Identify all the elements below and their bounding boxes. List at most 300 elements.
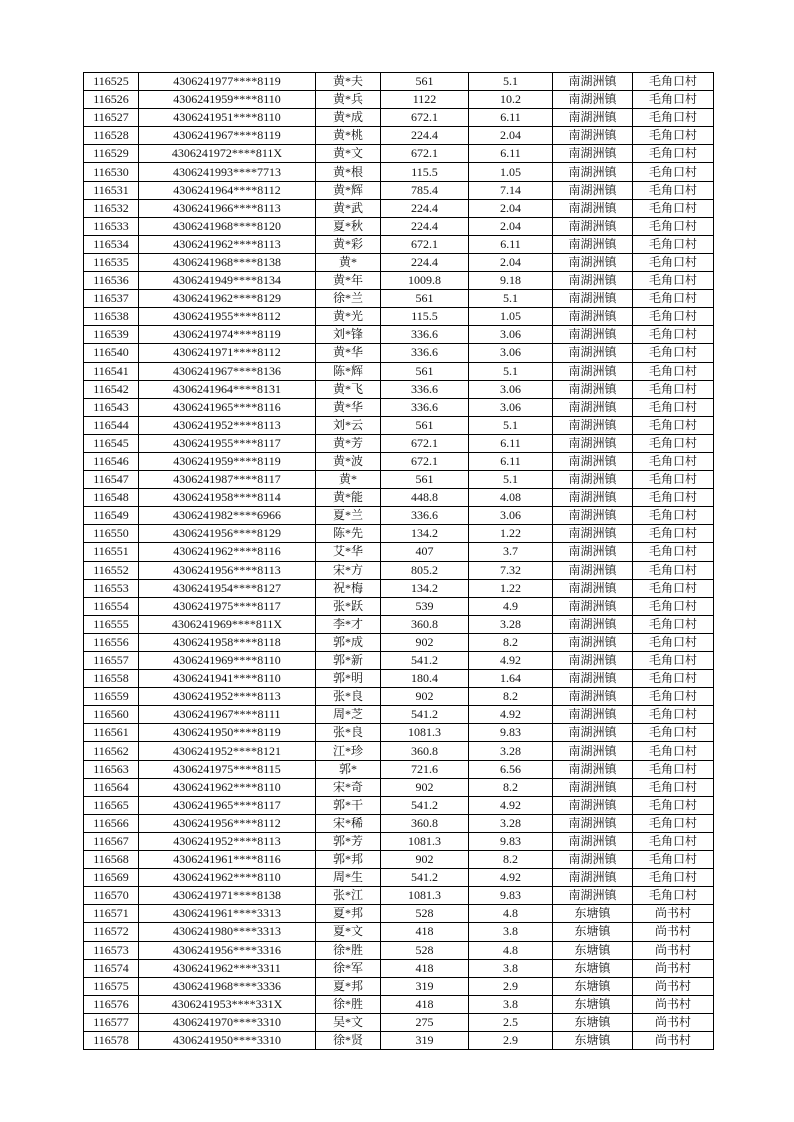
village-cell: 毛角口村	[633, 73, 714, 91]
town-cell: 南湖洲镇	[553, 326, 633, 344]
village-cell: 毛角口村	[633, 253, 714, 271]
amount-cell: 319	[381, 1031, 469, 1049]
row-id-cell: 116527	[84, 109, 139, 127]
table-row	[84, 507, 714, 525]
person-name-cell: 黄*能	[316, 489, 381, 507]
table-row	[84, 670, 714, 688]
area-cell: 3.06	[469, 326, 553, 344]
table-row	[84, 398, 714, 416]
village-cell: 毛角口村	[633, 362, 714, 380]
row-id-cell: 116540	[84, 344, 139, 362]
row-id-cell: 116536	[84, 272, 139, 290]
amount-cell: 561	[381, 290, 469, 308]
town-cell: 南湖洲镇	[553, 724, 633, 742]
row-id-cell: 116533	[84, 217, 139, 235]
amount-cell: 721.6	[381, 760, 469, 778]
row-id-cell: 116545	[84, 434, 139, 452]
table-row	[84, 344, 714, 362]
row-id-cell: 116568	[84, 851, 139, 869]
town-cell: 南湖洲镇	[553, 579, 633, 597]
town-cell: 东塘镇	[553, 959, 633, 977]
area-cell: 4.8	[469, 905, 553, 923]
person-name-cell: 黄*光	[316, 308, 381, 326]
person-name-cell: 郭*明	[316, 670, 381, 688]
village-cell: 毛角口村	[633, 235, 714, 253]
person-name-cell: 祝*梅	[316, 579, 381, 597]
row-id-cell: 116528	[84, 127, 139, 145]
person-name-cell: 张*跃	[316, 597, 381, 615]
area-cell: 6.11	[469, 434, 553, 452]
town-cell: 南湖洲镇	[553, 543, 633, 561]
area-cell: 3.06	[469, 507, 553, 525]
row-id-cell: 116576	[84, 995, 139, 1013]
person-name-cell: 宋*奇	[316, 778, 381, 796]
person-name-cell: 黄*兵	[316, 91, 381, 109]
id-number-cell: 4306241968****3336	[139, 977, 316, 995]
area-cell: 6.11	[469, 235, 553, 253]
amount-cell: 360.8	[381, 615, 469, 633]
person-name-cell: 宋*方	[316, 561, 381, 579]
amount-cell: 360.8	[381, 742, 469, 760]
village-cell: 毛角口村	[633, 181, 714, 199]
table-row	[84, 434, 714, 452]
row-id-cell: 116526	[84, 91, 139, 109]
id-number-cell: 4306241954****8127	[139, 579, 316, 597]
area-cell: 9.83	[469, 724, 553, 742]
row-id-cell: 116578	[84, 1031, 139, 1049]
table-row	[84, 887, 714, 905]
person-name-cell: 刘*锋	[316, 326, 381, 344]
row-id-cell: 116529	[84, 145, 139, 163]
town-cell: 南湖洲镇	[553, 597, 633, 615]
amount-cell: 561	[381, 471, 469, 489]
person-name-cell: 郭*干	[316, 796, 381, 814]
amount-cell: 1081.3	[381, 724, 469, 742]
table-row	[84, 543, 714, 561]
person-name-cell: 张*良	[316, 724, 381, 742]
town-cell: 南湖洲镇	[553, 652, 633, 670]
person-name-cell: 夏*文	[316, 923, 381, 941]
row-id-cell: 116547	[84, 471, 139, 489]
person-name-cell: 郭*芳	[316, 832, 381, 850]
row-id-cell: 116537	[84, 290, 139, 308]
area-cell: 3.28	[469, 615, 553, 633]
id-number-cell: 4306241965****8117	[139, 796, 316, 814]
village-cell: 毛角口村	[633, 832, 714, 850]
table-row	[84, 109, 714, 127]
table-row	[84, 1031, 714, 1049]
village-cell: 毛角口村	[633, 452, 714, 470]
id-number-cell: 4306241962****3311	[139, 959, 316, 977]
person-name-cell: 黄*波	[316, 452, 381, 470]
village-cell: 尚书村	[633, 905, 714, 923]
amount-cell: 360.8	[381, 814, 469, 832]
area-cell: 4.92	[469, 652, 553, 670]
village-cell: 毛角口村	[633, 91, 714, 109]
village-cell: 毛角口村	[633, 109, 714, 127]
town-cell: 南湖洲镇	[553, 91, 633, 109]
town-cell: 南湖洲镇	[553, 471, 633, 489]
area-cell: 8.2	[469, 778, 553, 796]
person-name-cell: 郭*邦	[316, 851, 381, 869]
table-body	[84, 73, 714, 1050]
village-cell: 毛角口村	[633, 290, 714, 308]
id-number-cell: 4306241964****8112	[139, 181, 316, 199]
town-cell: 东塘镇	[553, 995, 633, 1013]
person-name-cell: 徐*胜	[316, 941, 381, 959]
table-row	[84, 471, 714, 489]
row-id-cell: 116551	[84, 543, 139, 561]
person-name-cell: 黄*武	[316, 199, 381, 217]
table-row	[84, 760, 714, 778]
town-cell: 南湖洲镇	[553, 181, 633, 199]
row-id-cell: 116538	[84, 308, 139, 326]
person-name-cell: 宋*稀	[316, 814, 381, 832]
table-row	[84, 308, 714, 326]
village-cell: 毛角口村	[633, 742, 714, 760]
id-number-cell: 4306241980****3313	[139, 923, 316, 941]
row-id-cell: 116562	[84, 742, 139, 760]
id-number-cell: 4306241941****8110	[139, 670, 316, 688]
amount-cell: 224.4	[381, 199, 469, 217]
area-cell: 2.04	[469, 127, 553, 145]
amount-cell: 275	[381, 1013, 469, 1031]
person-name-cell: 刘*云	[316, 416, 381, 434]
person-name-cell: 周*芝	[316, 706, 381, 724]
table-row	[84, 163, 714, 181]
town-cell: 南湖洲镇	[553, 706, 633, 724]
table-row	[84, 127, 714, 145]
table-row	[84, 706, 714, 724]
id-number-cell: 4306241955****8112	[139, 308, 316, 326]
town-cell: 南湖洲镇	[553, 380, 633, 398]
row-id-cell: 116531	[84, 181, 139, 199]
table-row	[84, 923, 714, 941]
table-row	[84, 416, 714, 434]
area-cell: 9.83	[469, 832, 553, 850]
area-cell: 1.22	[469, 525, 553, 543]
area-cell: 5.1	[469, 362, 553, 380]
person-name-cell: 夏*邦	[316, 977, 381, 995]
village-cell: 尚书村	[633, 1031, 714, 1049]
amount-cell: 1009.8	[381, 272, 469, 290]
row-id-cell: 116570	[84, 887, 139, 905]
village-cell: 毛角口村	[633, 380, 714, 398]
town-cell: 南湖洲镇	[553, 489, 633, 507]
amount-cell: 672.1	[381, 109, 469, 127]
id-number-cell: 4306241975****8117	[139, 597, 316, 615]
town-cell: 南湖洲镇	[553, 814, 633, 832]
area-cell: 8.2	[469, 688, 553, 706]
person-name-cell: 张*良	[316, 688, 381, 706]
town-cell: 南湖洲镇	[553, 235, 633, 253]
town-cell: 南湖洲镇	[553, 670, 633, 688]
amount-cell: 539	[381, 597, 469, 615]
table-row	[84, 742, 714, 760]
village-cell: 毛角口村	[633, 163, 714, 181]
table-row	[84, 1013, 714, 1031]
table-row	[84, 181, 714, 199]
village-cell: 毛角口村	[633, 434, 714, 452]
village-cell: 毛角口村	[633, 652, 714, 670]
village-cell: 毛角口村	[633, 706, 714, 724]
id-number-cell: 4306241962****8129	[139, 290, 316, 308]
id-number-cell: 4306241949****8134	[139, 272, 316, 290]
area-cell: 2.04	[469, 199, 553, 217]
table-row	[84, 597, 714, 615]
id-number-cell: 4306241970****3310	[139, 1013, 316, 1031]
row-id-cell: 116558	[84, 670, 139, 688]
row-id-cell: 116539	[84, 326, 139, 344]
town-cell: 东塘镇	[553, 977, 633, 995]
area-cell: 2.9	[469, 1031, 553, 1049]
table-row	[84, 145, 714, 163]
amount-cell: 134.2	[381, 579, 469, 597]
table-row	[84, 977, 714, 995]
area-cell: 4.92	[469, 869, 553, 887]
table-row	[84, 905, 714, 923]
village-cell: 毛角口村	[633, 525, 714, 543]
area-cell: 6.11	[469, 452, 553, 470]
person-name-cell: 黄*辉	[316, 181, 381, 199]
person-name-cell: 艾*华	[316, 543, 381, 561]
id-number-cell: 4306241993****7713	[139, 163, 316, 181]
area-cell: 5.1	[469, 416, 553, 434]
town-cell: 东塘镇	[553, 923, 633, 941]
area-cell: 5.1	[469, 290, 553, 308]
amount-cell: 1081.3	[381, 887, 469, 905]
table-row	[84, 995, 714, 1013]
village-cell: 毛角口村	[633, 471, 714, 489]
row-id-cell: 116575	[84, 977, 139, 995]
town-cell: 南湖洲镇	[553, 199, 633, 217]
amount-cell: 672.1	[381, 145, 469, 163]
person-name-cell: 黄*夫	[316, 73, 381, 91]
row-id-cell: 116532	[84, 199, 139, 217]
amount-cell: 224.4	[381, 127, 469, 145]
row-id-cell: 116564	[84, 778, 139, 796]
person-name-cell: 江*珍	[316, 742, 381, 760]
id-number-cell: 4306241977****8119	[139, 73, 316, 91]
table-row	[84, 688, 714, 706]
village-cell: 毛角口村	[633, 326, 714, 344]
table-row	[84, 452, 714, 470]
row-id-cell: 116556	[84, 633, 139, 651]
village-cell: 毛角口村	[633, 199, 714, 217]
id-number-cell: 4306241952****8113	[139, 416, 316, 434]
table-row	[84, 796, 714, 814]
id-number-cell: 4306241952****8113	[139, 832, 316, 850]
row-id-cell: 116554	[84, 597, 139, 615]
village-cell: 尚书村	[633, 995, 714, 1013]
area-cell: 10.2	[469, 91, 553, 109]
town-cell: 南湖洲镇	[553, 434, 633, 452]
amount-cell: 902	[381, 778, 469, 796]
id-number-cell: 4306241956****8112	[139, 814, 316, 832]
town-cell: 南湖洲镇	[553, 561, 633, 579]
person-name-cell: 黄*	[316, 253, 381, 271]
area-cell: 7.32	[469, 561, 553, 579]
id-number-cell: 4306241967****8136	[139, 362, 316, 380]
amount-cell: 902	[381, 688, 469, 706]
amount-cell: 418	[381, 995, 469, 1013]
area-cell: 2.04	[469, 253, 553, 271]
area-cell: 3.06	[469, 344, 553, 362]
town-cell: 东塘镇	[553, 905, 633, 923]
table-row	[84, 869, 714, 887]
person-name-cell: 夏*邦	[316, 905, 381, 923]
amount-cell: 541.2	[381, 652, 469, 670]
row-id-cell: 116543	[84, 398, 139, 416]
area-cell: 6.56	[469, 760, 553, 778]
village-cell: 毛角口村	[633, 796, 714, 814]
person-name-cell: 黄*华	[316, 398, 381, 416]
amount-cell: 319	[381, 977, 469, 995]
amount-cell: 541.2	[381, 869, 469, 887]
amount-cell: 407	[381, 543, 469, 561]
person-name-cell: 黄*年	[316, 272, 381, 290]
table-row	[84, 941, 714, 959]
village-cell: 毛角口村	[633, 398, 714, 416]
area-cell: 5.1	[469, 471, 553, 489]
area-cell: 2.04	[469, 217, 553, 235]
village-cell: 尚书村	[633, 959, 714, 977]
id-number-cell: 4306241974****8119	[139, 326, 316, 344]
table-row	[84, 326, 714, 344]
row-id-cell: 116534	[84, 235, 139, 253]
person-name-cell: 徐*兰	[316, 290, 381, 308]
amount-cell: 336.6	[381, 344, 469, 362]
row-id-cell: 116569	[84, 869, 139, 887]
town-cell: 东塘镇	[553, 1031, 633, 1049]
area-cell: 4.8	[469, 941, 553, 959]
amount-cell: 115.5	[381, 163, 469, 181]
table-row	[84, 489, 714, 507]
row-id-cell: 116550	[84, 525, 139, 543]
amount-cell: 672.1	[381, 235, 469, 253]
amount-cell: 115.5	[381, 308, 469, 326]
table-row	[84, 615, 714, 633]
town-cell: 南湖洲镇	[553, 217, 633, 235]
area-cell: 3.28	[469, 742, 553, 760]
id-number-cell: 4306241950****8119	[139, 724, 316, 742]
id-number-cell: 4306241952****8113	[139, 688, 316, 706]
town-cell: 南湖洲镇	[553, 742, 633, 760]
id-number-cell: 4306241962****8110	[139, 778, 316, 796]
town-cell: 南湖洲镇	[553, 145, 633, 163]
village-cell: 毛角口村	[633, 597, 714, 615]
table-row	[84, 272, 714, 290]
id-number-cell: 4306241958****8118	[139, 633, 316, 651]
town-cell: 南湖洲镇	[553, 163, 633, 181]
table-row	[84, 362, 714, 380]
village-cell: 毛角口村	[633, 887, 714, 905]
town-cell: 南湖洲镇	[553, 308, 633, 326]
town-cell: 南湖洲镇	[553, 362, 633, 380]
person-name-cell: 黄*飞	[316, 380, 381, 398]
table-row	[84, 91, 714, 109]
row-id-cell: 116577	[84, 1013, 139, 1031]
village-cell: 毛角口村	[633, 869, 714, 887]
id-number-cell: 4306241975****8115	[139, 760, 316, 778]
area-cell: 1.22	[469, 579, 553, 597]
person-name-cell: 郭*	[316, 760, 381, 778]
town-cell: 南湖洲镇	[553, 73, 633, 91]
id-number-cell: 4306241987****8117	[139, 471, 316, 489]
village-cell: 毛角口村	[633, 272, 714, 290]
row-id-cell: 116553	[84, 579, 139, 597]
amount-cell: 561	[381, 362, 469, 380]
area-cell: 4.92	[469, 706, 553, 724]
amount-cell: 418	[381, 923, 469, 941]
person-name-cell: 徐*军	[316, 959, 381, 977]
amount-cell: 336.6	[381, 326, 469, 344]
amount-cell: 224.4	[381, 217, 469, 235]
town-cell: 南湖洲镇	[553, 272, 633, 290]
town-cell: 南湖洲镇	[553, 615, 633, 633]
village-cell: 尚书村	[633, 941, 714, 959]
town-cell: 南湖洲镇	[553, 507, 633, 525]
person-name-cell: 徐*贤	[316, 1031, 381, 1049]
person-name-cell: 徐*胜	[316, 995, 381, 1013]
area-cell: 6.11	[469, 109, 553, 127]
person-name-cell: 黄*成	[316, 109, 381, 127]
town-cell: 南湖洲镇	[553, 851, 633, 869]
town-cell: 南湖洲镇	[553, 525, 633, 543]
row-id-cell: 116548	[84, 489, 139, 507]
amount-cell: 561	[381, 416, 469, 434]
amount-cell: 528	[381, 941, 469, 959]
amount-cell: 561	[381, 73, 469, 91]
row-id-cell: 116574	[84, 959, 139, 977]
id-number-cell: 4306241962****8110	[139, 869, 316, 887]
id-number-cell: 4306241962****8116	[139, 543, 316, 561]
area-cell: 8.2	[469, 633, 553, 651]
village-cell: 毛角口村	[633, 145, 714, 163]
amount-cell: 785.4	[381, 181, 469, 199]
id-number-cell: 4306241950****3310	[139, 1031, 316, 1049]
person-name-cell: 黄*芳	[316, 434, 381, 452]
person-name-cell: 夏*兰	[316, 507, 381, 525]
id-number-cell: 4306241959****8119	[139, 452, 316, 470]
village-cell: 毛角口村	[633, 615, 714, 633]
id-number-cell: 4306241962****8113	[139, 235, 316, 253]
row-id-cell: 116560	[84, 706, 139, 724]
amount-cell: 336.6	[381, 380, 469, 398]
village-cell: 毛角口村	[633, 308, 714, 326]
table-row	[84, 959, 714, 977]
town-cell: 南湖洲镇	[553, 796, 633, 814]
table-row	[84, 633, 714, 651]
id-number-cell: 4306241959****8110	[139, 91, 316, 109]
area-cell: 8.2	[469, 851, 553, 869]
table-row	[84, 73, 714, 91]
town-cell: 南湖洲镇	[553, 290, 633, 308]
town-cell: 南湖洲镇	[553, 452, 633, 470]
table-row	[84, 380, 714, 398]
village-cell: 毛角口村	[633, 543, 714, 561]
village-cell: 毛角口村	[633, 724, 714, 742]
town-cell: 南湖洲镇	[553, 127, 633, 145]
amount-cell: 805.2	[381, 561, 469, 579]
table-row	[84, 290, 714, 308]
person-name-cell: 黄*彩	[316, 235, 381, 253]
subsidy-table	[83, 72, 714, 1050]
row-id-cell: 116567	[84, 832, 139, 850]
person-name-cell: 陈*辉	[316, 362, 381, 380]
table-row	[84, 235, 714, 253]
area-cell: 5.1	[469, 73, 553, 91]
